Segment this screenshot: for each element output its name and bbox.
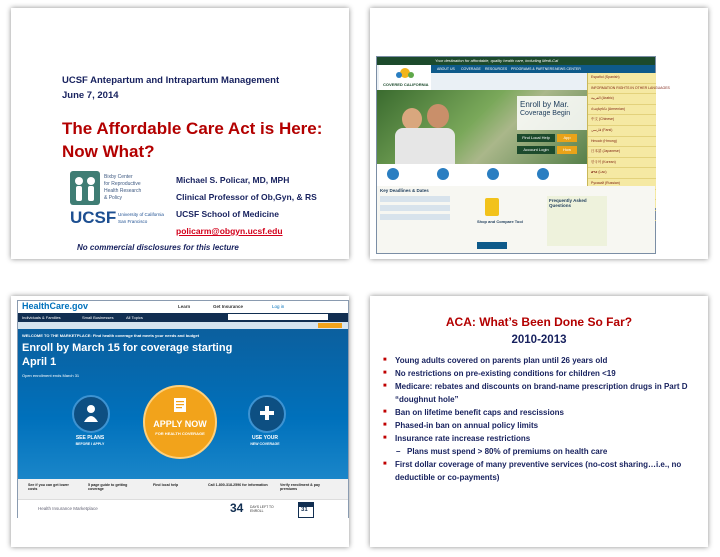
language-item: INFORMATION RIGHTS IN OTHER LANGUAGES: [588, 84, 656, 95]
subnav-all-topics[interactable]: All Topics: [126, 315, 143, 320]
sub-list-item: – Plans must spend > 80% of premiums on health care: [396, 447, 608, 456]
conference-date: June 7, 2014: [62, 90, 119, 101]
healthcare-gov-logo[interactable]: HealthCare.gov: [22, 301, 89, 311]
welcome-text: WELCOME TO THE MARKETPLACE: Find health coverage that meets your needs and budget: [22, 333, 200, 338]
get-help-icon[interactable]: [537, 168, 549, 180]
conference-name: UCSF Antepartum and Intrapartum Management: [62, 75, 280, 86]
bullet-list: [383, 354, 698, 484]
hero-headline-line1: Enroll by March 15 for coverage starting: [22, 342, 233, 354]
svg-text:University of California: University of California: [118, 212, 164, 217]
language-item[interactable]: 한국어 (Korean): [588, 158, 656, 169]
author-school: UCSF School of Medicine: [176, 209, 279, 219]
account-login-button[interactable]: Account Login: [517, 146, 555, 154]
save-money-icon[interactable]: [487, 168, 499, 180]
footer-link[interactable]: Call 1-800-318-2596 for information: [208, 483, 268, 487]
days-left-count: 34: [230, 501, 244, 515]
subnav-individuals[interactable]: Individuals & Families: [22, 315, 61, 320]
hero-banner: [18, 329, 348, 479]
use-coverage-label[interactable]: USE YOUR: [251, 435, 279, 441]
language-item[interactable]: ລາວ (Lao): [588, 168, 656, 179]
slide-title-line2: Now What?: [62, 142, 155, 161]
faq-box: [547, 196, 607, 246]
svg-text:San Francisco: San Francisco: [118, 219, 148, 224]
covered-california-website: [376, 56, 670, 254]
site-top-bar: [377, 57, 655, 65]
bottom-info-area: [377, 186, 655, 253]
use-coverage-sublabel: NEW COVERAGE: [250, 442, 280, 446]
language-item[interactable]: 日本語 (Japanese): [588, 147, 656, 158]
shop-compare-button[interactable]: [477, 242, 507, 249]
covered-california-logo[interactable]: [379, 65, 431, 90]
find-local-help-button[interactable]: Find Local Help: [517, 134, 555, 142]
list-item: ■ Phased-in ban on annual policy limits: [383, 421, 539, 430]
how-button[interactable]: How: [557, 146, 577, 154]
apply-button[interactable]: App: [557, 134, 577, 142]
category-icon-row: [377, 164, 587, 186]
language-item[interactable]: العربية (Arabic): [588, 94, 656, 105]
hero-headline-line2: April 1: [22, 356, 57, 368]
svg-text:Health Research: Health Research: [104, 188, 142, 194]
author-name: Michael S. Policar, MD, MPH: [176, 175, 290, 185]
subnav-small-business[interactable]: Small Businesses: [82, 315, 114, 320]
calendar-day: 31: [301, 507, 308, 513]
language-item[interactable]: Հայերեն (Armenian): [588, 105, 656, 116]
menu-coverage[interactable]: COVERAGE: [461, 67, 481, 71]
footer-links-bar: [18, 479, 348, 499]
alert-button[interactable]: [318, 323, 342, 328]
open-enrollment-text: Open enrollment ends March 31: [22, 373, 80, 378]
logo-text: COVERED CALIFORNIA: [383, 82, 429, 87]
language-item[interactable]: 中文 (Chinese): [588, 115, 656, 126]
list-item: ■ Young adults covered on parents plan until 26 years old: [383, 356, 608, 365]
slide-covered-california-screenshot: [370, 8, 708, 259]
footer-link[interactable]: Find local help: [153, 483, 179, 487]
disclosure-note: No commercial disclosures for this lecture: [77, 243, 239, 252]
apply-now-sublabel: FOR HEALTH COVERAGE: [155, 431, 205, 436]
slide-subheading: 2010-2013: [511, 334, 567, 346]
list-item: ■ Medicare: rebates and discounts on brand-name prescription drugs in Part D “doughnut hole”: [383, 382, 688, 404]
calendar-icon: [298, 502, 314, 518]
footer-link[interactable]: 5 page guide to getting coverage: [88, 483, 128, 491]
language-item[interactable]: Hmoob (Hmong): [588, 137, 656, 148]
list-item: ■ Insurance rate increase restrictions: [383, 434, 531, 443]
user-icon: [83, 404, 99, 422]
svg-text:& Policy: & Policy: [104, 195, 123, 201]
language-item[interactable]: Русский (Russian): [588, 179, 656, 190]
slide-title-line1: The Affordable Care Act is Here:: [62, 119, 323, 138]
slide-heading: ACA: What’s Been Done So Far?: [445, 315, 633, 329]
healthcare-gov-website: [17, 300, 349, 518]
family-photo-body: [395, 128, 455, 164]
deadline-row: [380, 214, 450, 220]
faq-title: Frequently Asked Questions: [549, 198, 587, 208]
hero-subtitle: Coverage Begin: [520, 110, 571, 117]
nav-get-insurance[interactable]: Get Insurance: [213, 304, 244, 309]
menu-about[interactable]: ABOUT US: [437, 67, 455, 71]
deadlines-title: Key Deadlines & Dates: [380, 188, 429, 193]
menu-programs[interactable]: PROGRAMS & PARTNERS: [511, 67, 555, 71]
medical-cross-icon: [259, 405, 275, 421]
small-business-icon[interactable]: [437, 168, 449, 180]
search-input[interactable]: [228, 314, 328, 320]
slide-healthcare-gov-screenshot: [11, 296, 349, 547]
sub-nav-bar: [18, 313, 348, 322]
apply-now-label: APPLY NOW: [153, 419, 207, 429]
alert-bar: [18, 322, 348, 329]
family-photo-face: [427, 104, 449, 128]
hero-photo: [377, 90, 587, 164]
days-left-text: DAYS LEFT TO ENROLL: [250, 505, 274, 513]
marketplace-logo: Health Insurance Marketplace: [38, 506, 98, 511]
author-position: Clinical Professor of Ob,Gyn, & RS: [176, 192, 317, 202]
hero-title: Enroll by Mar.: [520, 100, 569, 109]
language-item[interactable]: Español (Spanish): [588, 73, 656, 84]
svg-text:UCSF: UCSF: [70, 208, 117, 227]
see-plans-button[interactable]: [72, 395, 110, 433]
list-item: ■ Ban on lifetime benefit caps and rescissions: [383, 408, 564, 417]
slide-title: [11, 8, 349, 259]
site-tagline: Your destination for affordable, quality health care, including Medi-Cal: [435, 58, 559, 63]
slide-aca-progress: [370, 296, 708, 547]
author-email-link[interactable]: policarm@obgyn.ucsf.edu: [176, 226, 283, 236]
footer-link[interactable]: Verify enrollment & pay premiums: [280, 483, 320, 491]
footer-link[interactable]: See if you can get lower costs: [28, 483, 69, 491]
site-menu: [431, 65, 655, 73]
list-item: ■ First dollar coverage of many preventive services (no-cost sharing…i.e., no deductible or co-payments): [383, 460, 682, 482]
shop-compare-title: Shop and Compare Tool: [477, 219, 523, 224]
menu-news[interactable]: NEWS CENTER: [555, 67, 581, 71]
document-icon: [173, 397, 187, 413]
hero-text-box: [517, 96, 587, 130]
calculator-icon: [485, 198, 499, 216]
bixby-ucsf-logo: [68, 169, 163, 231]
use-coverage-button[interactable]: [248, 395, 286, 433]
deadline-row: [380, 205, 450, 211]
bottom-bar: [18, 499, 348, 518]
svg-text:Bixby Center: Bixby Center: [104, 174, 133, 180]
see-plans-sublabel: BEFORE I APPLY: [75, 442, 105, 446]
individuals-icon[interactable]: [387, 168, 399, 180]
nav-learn[interactable]: Learn: [178, 304, 191, 309]
svg-text:for Reproductive: for Reproductive: [104, 181, 141, 187]
nav-log-in[interactable]: Log in: [272, 304, 285, 309]
deadline-row: [380, 196, 450, 202]
list-item: ■ No restrictions on pre-existing conditions for children <19: [383, 369, 616, 378]
see-plans-label[interactable]: SEE PLANS: [75, 435, 105, 441]
family-photo-face: [402, 108, 422, 130]
menu-resources[interactable]: RESOURCES: [485, 67, 508, 71]
language-item[interactable]: فارسی (Farsi): [588, 126, 656, 137]
apply-now-button[interactable]: [143, 385, 217, 459]
